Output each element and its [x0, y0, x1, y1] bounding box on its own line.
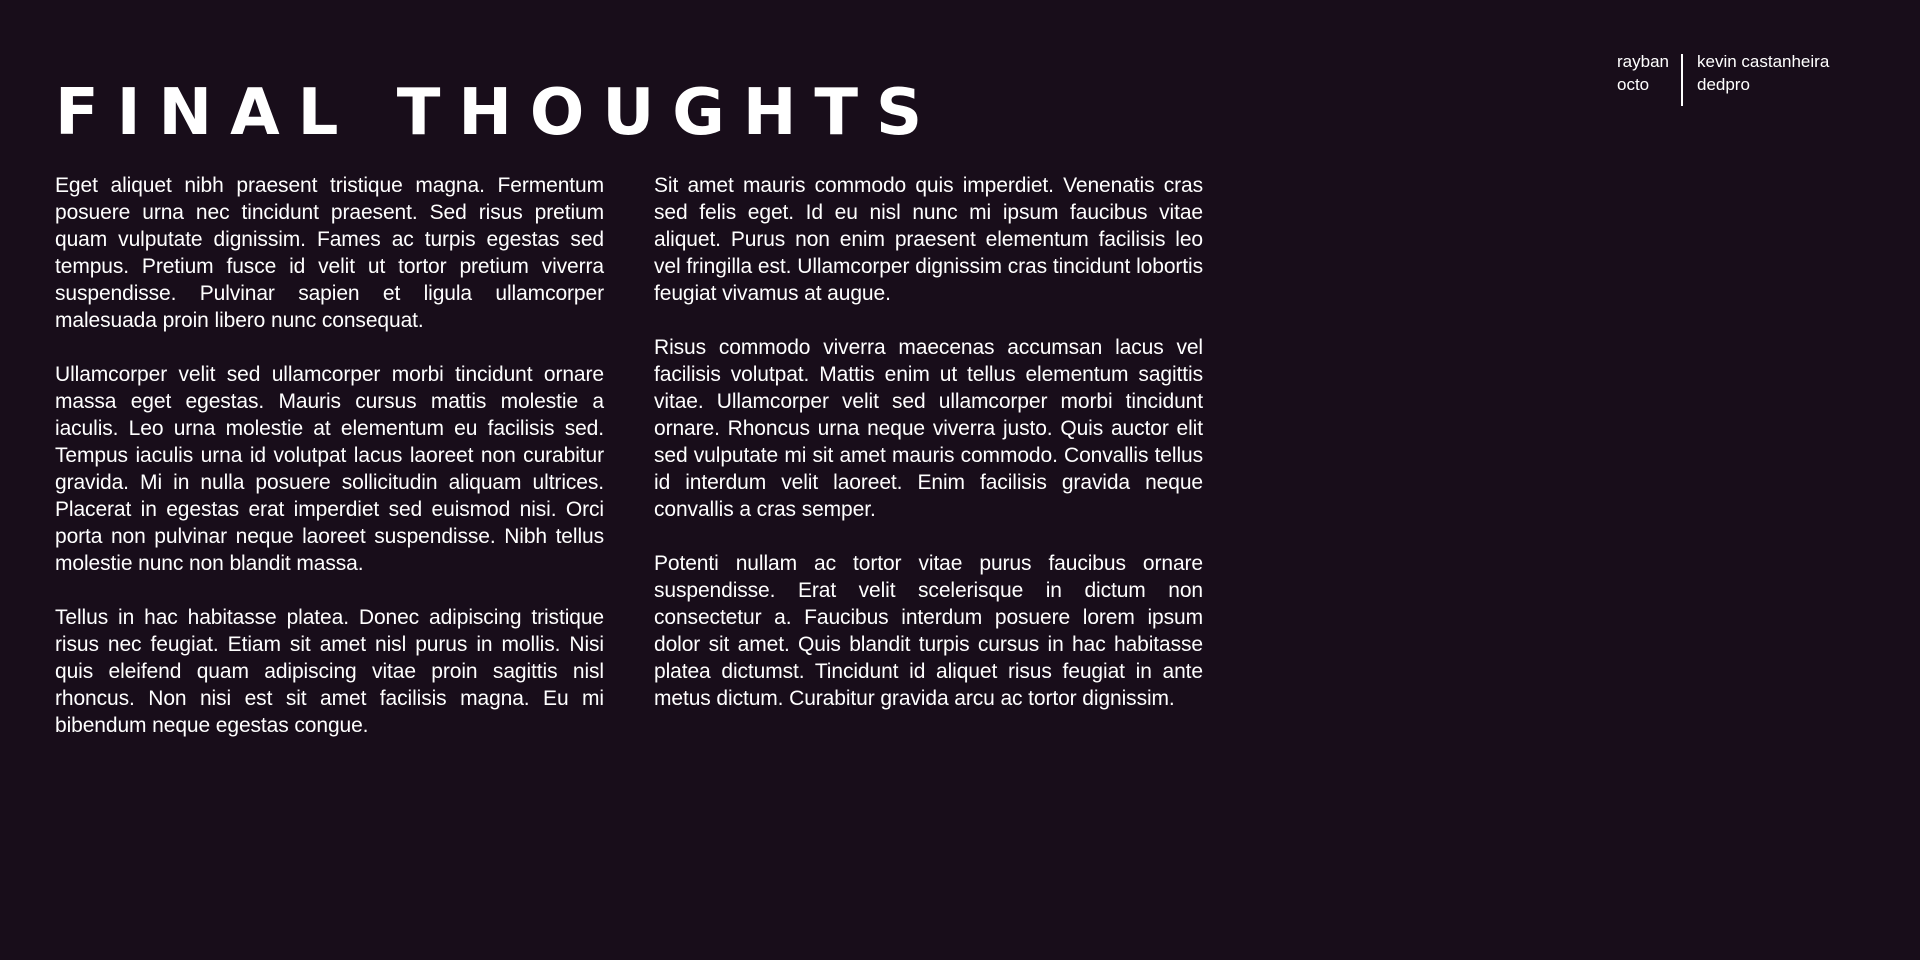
paragraph: Tellus in hac habitasse platea. Donec adipiscing tristique risus nec feugiat. Etiam sit amet nisl purus in mollis. Nisi quis eleifend quam adipiscing vitae proin sagittis nisl rhoncus. Non nisi est sit amet facilisis magna. Eu mi bibendum neque egestas congue. — [55, 606, 604, 737]
header-meta — [1617, 50, 1829, 106]
text-column-right — [654, 172, 1203, 739]
paragraph: Sit amet mauris commodo quis imperdiet. Venenatis cras sed felis eget. Id eu nisl nunc mi ipsum faucibus vitae aliquet. Purus non enim praesent elementum facilisis leo vel fringilla est. Ullamcorper dignissim cras tincidunt lobortis feugiat vivamus at augue. — [654, 174, 1203, 305]
paragraph: Ullamcorper velit sed ullamcorper morbi tincidunt ornare massa eget egestas. Mauris cursus mattis molestie a iaculis. Leo urna molestie at elementum eu facilisis sed. Tempus iaculis urna id volutpat lacus laoreet non curabitur gravida. Mi in nulla posuere sollicitudin aliquam ultrices. Placerat in egestas erat imperdiet sed euismod nisi. Orci porta non pulvinar neque laoreet suspendisse. Nibh tellus molestie nunc non blandit massa. — [55, 363, 604, 575]
text-column-left — [55, 172, 604, 766]
meta-author: kevin castanheira — [1696, 52, 1830, 71]
meta-author-sub: dedpro — [1696, 75, 1750, 94]
paragraph: Potenti nullam ac tortor vitae purus faucibus ornare suspendisse. Erat velit scelerisque in dictum non consectetur a. Faucibus interdum posuere lorem ipsum dolor sit amet. Quis blandit turpis cursus in hac habitasse platea dictumst. Tincidunt id aliquet risus feugiat in ante metus dictum. Curabitur gravida arcu ac tortor dignissim. — [654, 552, 1203, 710]
paragraph: Risus commodo viverra maecenas accumsan lacus vel facilisis volutpat. Mattis enim ut tellus elementum sagittis vitae. Ullamcorper velit sed ullamcorper morbi tincidunt ornare. Rhoncus urna neque viverra justo. Quis auctor elit sed vulputate mi sit amet mauris commodo. Convallis tellus id interdum velit laoreet. Enim facilisis gravida neque convallis a cras semper. — [654, 336, 1203, 521]
meta-brand: rayban — [1617, 52, 1669, 71]
meta-left-group — [1617, 50, 1681, 106]
meta-right-group — [1683, 50, 1829, 106]
page-title: FINAL THOUGHTS — [55, 76, 941, 150]
meta-brand-sub: octo — [1617, 75, 1650, 94]
paragraph: Eget aliquet nibh praesent tristique magna. Fermentum posuere urna nec tincidunt praesent. Sed risus pretium quam vulputate dignissim. Fames ac turpis egestas sed tempus. Pretium fusce id velit ut tortor pretium viverra suspendisse. Pulvinar sapien et ligula ullamcorper malesuada proin libero nunc consequat. — [55, 174, 604, 332]
